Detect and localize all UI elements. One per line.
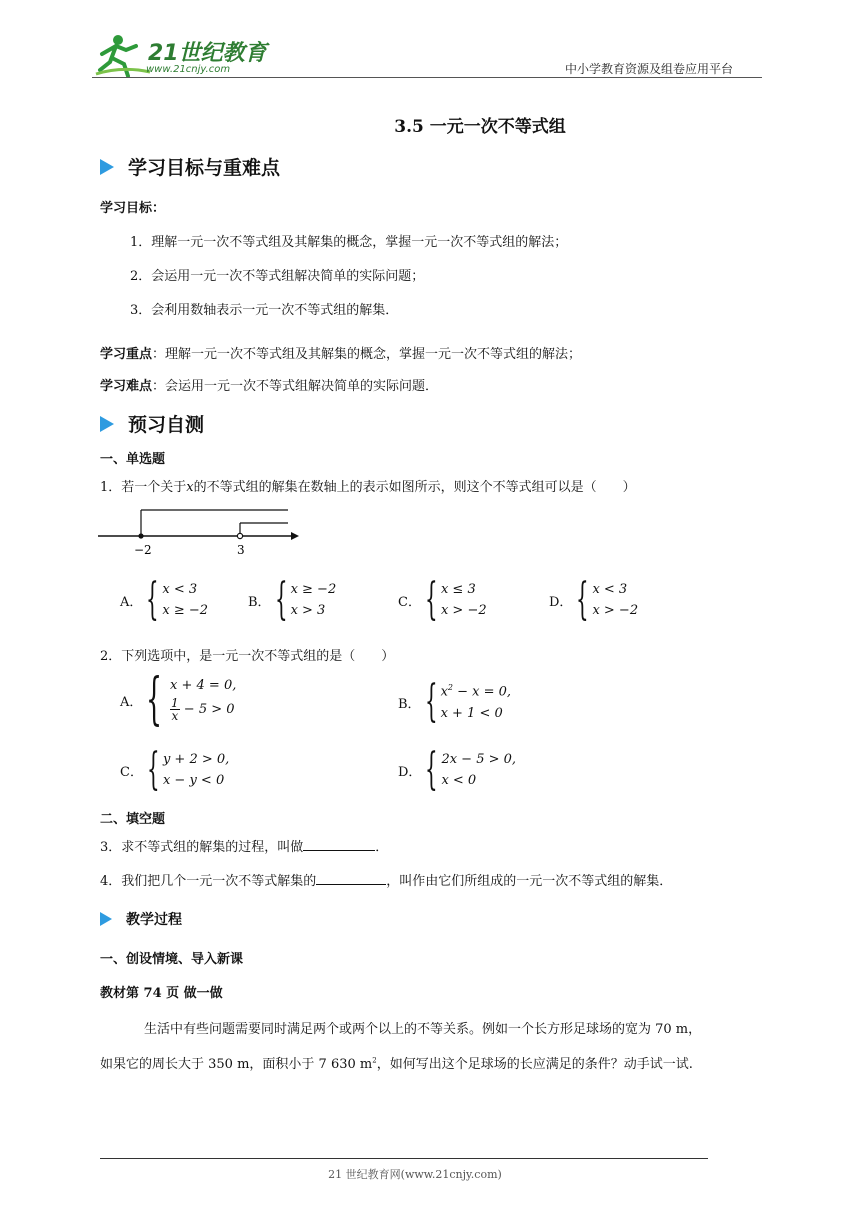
part-heading: 一、单选题 (100, 452, 166, 467)
ineq-rest: − x = 0, (453, 684, 512, 700)
q2-option-b[interactable] (398, 676, 512, 727)
goal-item: 2．会运用一元一次不等式组解决简单的实际问题； (130, 269, 425, 284)
ineq-sup: 2 (447, 683, 453, 693)
open-point (237, 533, 242, 538)
option-label: B． (398, 696, 421, 712)
goal-item: 3．会利用数轴表示一元一次不等式组的解集． (130, 303, 399, 318)
goals-label: 学习目标： (100, 201, 166, 216)
ineq-line: x ≥ −2 (162, 603, 209, 618)
key-point (100, 343, 581, 362)
option-label: C． (398, 594, 421, 610)
ineq-line: 2x − 5 > 0, (441, 752, 517, 767)
option-label: B． (248, 594, 271, 610)
number-line-arrow (291, 532, 299, 540)
q4-text-a: 4．我们把几个一元一次不等式解集的 (100, 874, 317, 889)
q1-option-c[interactable] (398, 574, 487, 625)
ineq-line: y + 2 > 0, (162, 752, 230, 767)
ineq-line: x > −2 (440, 603, 487, 618)
tick-label-minus2: −2 (134, 543, 152, 557)
ineq-line (170, 697, 236, 722)
question-4 (100, 870, 672, 889)
option-label: D． (549, 594, 573, 610)
ineq-line: x ≤ 3 (440, 582, 476, 597)
q1-option-a[interactable] (120, 574, 209, 625)
option-label: C． (120, 764, 143, 780)
closed-point (138, 533, 143, 538)
ineq-line: x + 4 = 0, (170, 678, 237, 693)
q4-text-b: ，叫作由它们所组成的一元一次不等式组的解集． (386, 874, 673, 889)
para-sup: 2 (372, 1056, 377, 1065)
sub-heading: 教材第 74 页 做一做 (100, 986, 223, 1001)
q1-option-d[interactable] (549, 574, 639, 625)
difficulty-point (100, 375, 438, 394)
brace-icon: { (576, 574, 590, 625)
triangle-bullet-icon (100, 912, 112, 926)
logo-text: 21世纪教育 (148, 41, 267, 66)
tick-label-3: 3 (237, 543, 245, 557)
para-text-a: 如果它的周长大于 350 m，面积小于 7 630 m (100, 1057, 373, 1072)
section-heading-teaching (100, 909, 182, 929)
brace-icon: { (424, 676, 438, 727)
fraction-numerator: 1 (171, 696, 179, 710)
brace-icon: { (425, 744, 439, 795)
brace-icon: { (146, 667, 163, 732)
footer-text: 21 世纪教育网(www.21cnjy.com) (328, 1168, 502, 1181)
difficulty-label: 学习难点 (100, 379, 153, 394)
logo-url: www.21cnjy.com (146, 64, 231, 75)
ineq-line: x < 3 (592, 582, 628, 597)
ineq-line: x ≥ −2 (290, 582, 337, 597)
section-heading-goals (100, 153, 280, 180)
brace-icon: { (146, 744, 160, 795)
number-line-figure (98, 505, 300, 559)
q1-option-b[interactable] (248, 574, 337, 625)
ineq-line: x < 3 (162, 582, 198, 597)
option-label: A． (120, 594, 143, 610)
difficulty-text: ：会运用一元一次不等式组解决简单的实际问题． (152, 379, 439, 394)
ineq-base: x (440, 684, 448, 700)
question-2: 2．下列选项中，是一元一次不等式组的是（ ） (100, 649, 395, 664)
triangle-bullet-icon (100, 159, 114, 175)
section-heading-text: 教学过程 (126, 912, 182, 928)
paragraph-line: 生活中有些问题需要同时满足两个或两个以上的不等关系。例如一个长方形足球场的宽为 70 m， (144, 1022, 702, 1037)
para-text-b: ，如何写出这个足球场的长应满足的条件？动手试一试. (376, 1057, 693, 1072)
page-title: 3.5 一元一次不等式组 (394, 117, 566, 137)
header-platform-text: 中小学教育资源及组卷应用平台 (565, 62, 734, 76)
q2-option-d[interactable] (398, 744, 517, 795)
section-heading-preview (100, 410, 204, 437)
key-text: ：理解一元一次不等式组及其解集的概念，掌握一元一次不等式组的解法； (152, 347, 582, 362)
q1-text-a: 1．若一个关于 (100, 480, 187, 495)
option-label: A． (120, 694, 143, 710)
q2-option-c[interactable] (120, 744, 230, 795)
triangle-bullet-icon (100, 416, 114, 432)
paragraph-line (100, 1053, 693, 1072)
q1-text-b: 的不等式组的解集在数轴上的表示如图所示，则这个不等式组可以是（ ） (193, 480, 636, 495)
answer-blank[interactable] (316, 872, 386, 885)
brace-icon: { (274, 574, 288, 625)
q2-option-a[interactable] (120, 667, 237, 732)
ineq-line (441, 683, 512, 699)
footer-divider (100, 1158, 708, 1159)
ineq-line: x > −2 (592, 603, 639, 618)
ineq-line: x < 0 (441, 773, 477, 788)
question-1 (100, 476, 636, 495)
fraction (170, 697, 180, 722)
answer-blank[interactable] (303, 838, 375, 851)
option-label: D． (398, 764, 422, 780)
ineq-line: x + 1 < 0 (440, 705, 503, 721)
part-heading: 一、创设情境、导入新课 (100, 952, 244, 967)
ineq-line: x > 3 (290, 603, 326, 618)
site-logo (92, 32, 267, 82)
key-label: 学习重点 (100, 347, 153, 362)
brace-icon: { (424, 574, 438, 625)
q1-var: x (186, 480, 194, 495)
section-heading-text: 学习目标与重难点 (128, 157, 281, 179)
question-3 (100, 836, 388, 855)
ineq-rest: − 5 > 0 (179, 702, 235, 717)
section-heading-text: 预习自测 (128, 414, 205, 436)
q3-text-b: ． (375, 840, 389, 855)
brace-icon: { (146, 574, 159, 625)
fraction-denominator: x (171, 709, 179, 723)
ineq-line: x − y < 0 (162, 773, 225, 788)
goal-item: 1．理解一元一次不等式组及其解集的概念，掌握一元一次不等式组的解法； (130, 235, 568, 250)
q3-text-a: 3．求不等式组的解集的过程，叫做 (100, 840, 304, 855)
header-divider (92, 77, 762, 78)
part-heading: 二、填空题 (100, 812, 166, 827)
